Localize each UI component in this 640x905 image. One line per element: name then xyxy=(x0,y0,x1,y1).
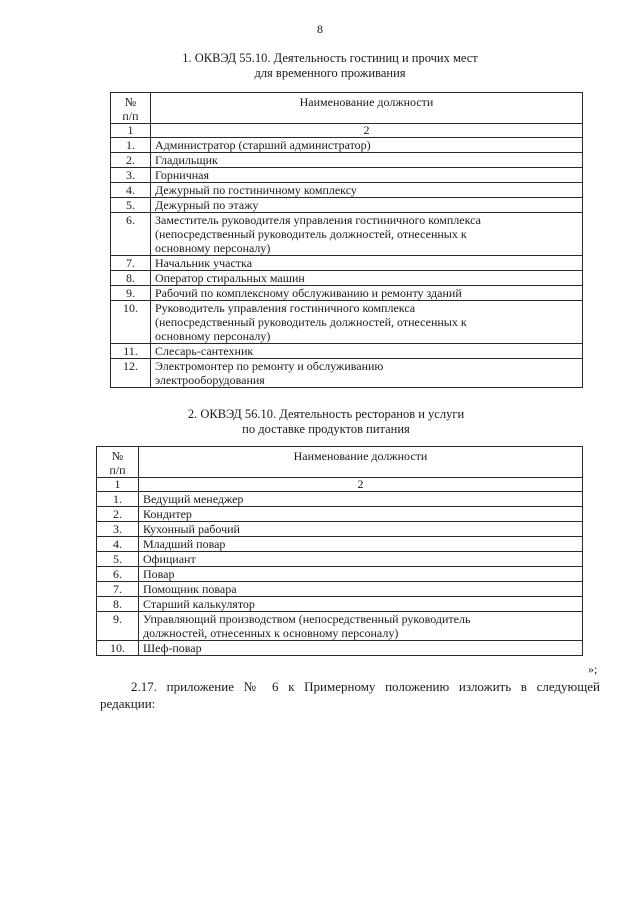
table-header-row xyxy=(97,447,583,478)
row-number: 3. xyxy=(111,168,151,183)
table-row xyxy=(97,522,583,537)
row-number: 9. xyxy=(111,286,151,301)
position-name: Администратор (старший администратор) xyxy=(151,138,583,153)
position-name: Оператор стиральных машин xyxy=(151,271,583,286)
column-index-2: 2 xyxy=(151,124,583,138)
position-name: Помощник повара xyxy=(139,582,583,597)
row-number: 5. xyxy=(97,552,139,567)
position-name: Управляющий производством (непосредственный руководитель должностей, отнесенных к основному персоналу) xyxy=(139,612,583,641)
table-row xyxy=(111,138,583,153)
column-index-1: 1 xyxy=(97,478,139,492)
table-row xyxy=(111,256,583,271)
row-number: 7. xyxy=(97,582,139,597)
paragraph-line-1: 2.17. приложение № 6 к Примерному положению изложить в следующей xyxy=(131,679,600,694)
amendment-paragraph xyxy=(100,678,600,712)
table-row xyxy=(111,271,583,286)
table-row xyxy=(97,612,583,641)
table-row xyxy=(111,213,583,256)
position-name: Дежурный по этажу xyxy=(151,198,583,213)
position-name: Младший повар xyxy=(139,537,583,552)
position-name: Рабочий по комплексному обслуживанию и ремонту зданий xyxy=(151,286,583,301)
column-header-number-text: № п/п xyxy=(122,95,139,123)
section-1-title-line-1: 1. ОКВЭД 55.10. Деятельность гостиниц и прочих мест xyxy=(182,51,478,65)
row-number: 7. xyxy=(111,256,151,271)
table-row xyxy=(111,286,583,301)
table-row xyxy=(97,492,583,507)
row-number: 11. xyxy=(111,344,151,359)
position-name: Заместитель руководителя управления гостиничного комплекса (непосредственный руководитель должностей, отнесенных к основному персоналу) xyxy=(151,213,583,256)
table-row xyxy=(97,537,583,552)
table-row xyxy=(111,183,583,198)
row-number: 2. xyxy=(111,153,151,168)
section-2-heading xyxy=(6,407,640,437)
position-name: Горничная xyxy=(151,168,583,183)
position-name: Электромонтер по ремонту и обслуживанию электрооборудования xyxy=(151,359,583,388)
column-index-row xyxy=(111,124,583,138)
row-number: 1. xyxy=(111,138,151,153)
table-row xyxy=(111,153,583,168)
position-name: Гладильщик xyxy=(151,153,583,168)
table-row xyxy=(97,641,583,656)
column-header-number-text: № п/п xyxy=(109,449,126,477)
section-1-heading xyxy=(10,51,640,81)
position-name: Дежурный по гостиничному комплексу xyxy=(151,183,583,198)
section-2-positions-table xyxy=(96,446,583,656)
row-number: 9. xyxy=(97,612,139,641)
section-1-positions-table xyxy=(110,92,583,388)
row-number: 2. xyxy=(97,507,139,522)
row-number: 6. xyxy=(97,567,139,582)
column-index-1: 1 xyxy=(111,124,151,138)
table-row xyxy=(97,552,583,567)
row-number: 4. xyxy=(97,537,139,552)
column-index-2: 2 xyxy=(139,478,583,492)
position-name: Руководитель управления гостиничного комплекса (непосредственный руководитель должностей, отнесенных к основному персоналу) xyxy=(151,301,583,344)
position-name: Повар xyxy=(139,567,583,582)
row-number: 8. xyxy=(111,271,151,286)
section-2-table-body xyxy=(97,478,583,656)
table-row xyxy=(111,168,583,183)
section-2-title-line-1: 2. ОКВЭД 56.10. Деятельность ресторанов и услуги xyxy=(187,407,465,421)
column-index-row xyxy=(97,478,583,492)
column-header-position-name-text: Наименование должности xyxy=(293,449,428,463)
column-header-position-name xyxy=(139,447,583,478)
column-header-position-name xyxy=(151,93,583,124)
page-number: 8 xyxy=(317,22,323,36)
table-header-row xyxy=(111,93,583,124)
table-row xyxy=(111,198,583,213)
row-number: 4. xyxy=(111,183,151,198)
position-name: Слесарь-сантехник xyxy=(151,344,583,359)
column-header-number xyxy=(111,93,151,124)
column-header-number xyxy=(97,447,139,478)
row-number: 5. xyxy=(111,198,151,213)
row-number: 3. xyxy=(97,522,139,537)
row-number: 6. xyxy=(111,213,151,256)
table-row xyxy=(111,359,583,388)
row-number: 10. xyxy=(111,301,151,344)
row-number: 12. xyxy=(111,359,151,388)
position-name: Ведущий менеджер xyxy=(139,492,583,507)
table-row xyxy=(97,597,583,612)
table-row xyxy=(97,582,583,597)
table-row xyxy=(97,567,583,582)
position-name: Кухонный рабочий xyxy=(139,522,583,537)
position-name: Кондитер xyxy=(139,507,583,522)
section-1-table-body xyxy=(111,124,583,388)
section-2-title-line-2: по доставке продуктов питания xyxy=(242,422,410,436)
column-header-position-name-text: Наименование должности xyxy=(299,95,434,109)
row-number: 10. xyxy=(97,641,139,656)
position-name: Шеф-повар xyxy=(139,641,583,656)
position-name: Старший калькулятор xyxy=(139,597,583,612)
position-name: Начальник участка xyxy=(151,256,583,271)
section-1-title-line-2: для временного проживания xyxy=(254,66,406,80)
table-row xyxy=(97,507,583,522)
position-name: Официант xyxy=(139,552,583,567)
row-number: 1. xyxy=(97,492,139,507)
paragraph-line-2: редакции: xyxy=(100,696,156,711)
closing-quote: »; xyxy=(588,662,598,676)
row-number: 8. xyxy=(97,597,139,612)
table-row xyxy=(111,344,583,359)
table-row xyxy=(111,301,583,344)
